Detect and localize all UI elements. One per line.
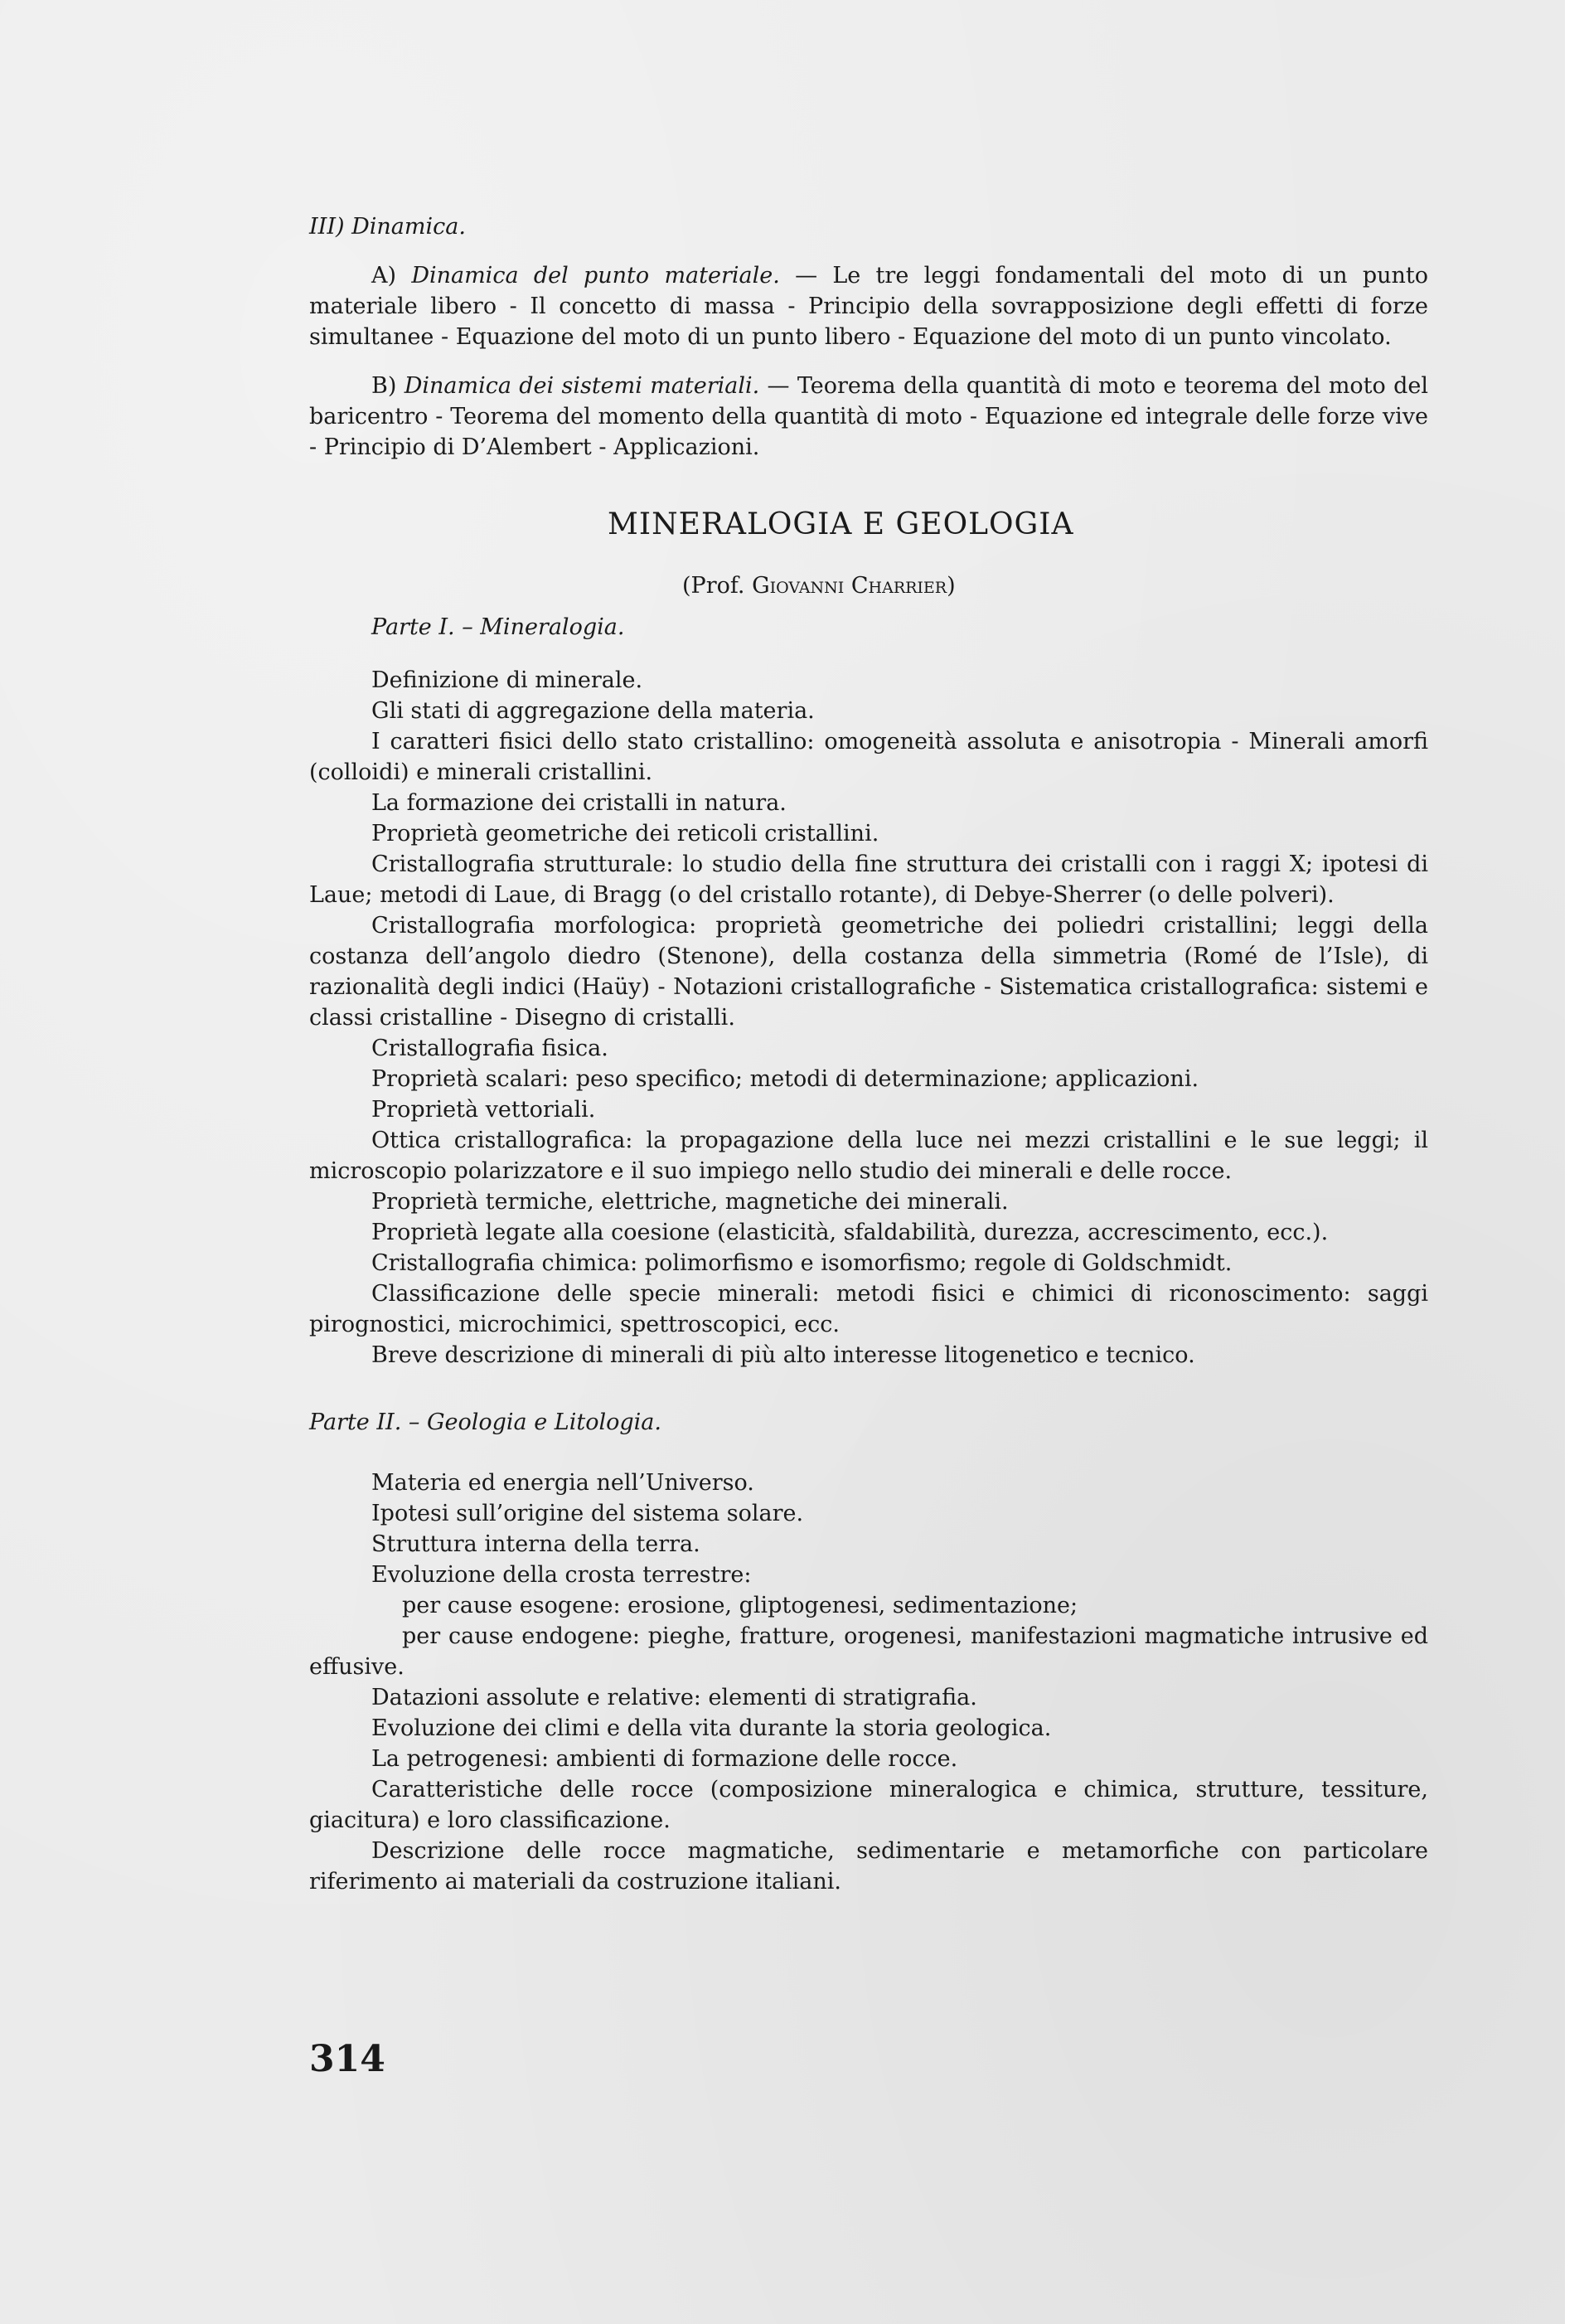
text-line: Ipotesi sull’origine del sistema solare.	[371, 1501, 804, 1526]
text-line: Caratteristiche delle rocce (composizione mineralogica e chimica, strutture, tessiture, giacitura) e loro classificazione.	[309, 1777, 1428, 1833]
paragraph-prefix: A)	[371, 263, 412, 289]
text-line: Cristallografia strutturale: lo studio della fine struttura dei cristalli con i raggi X; ipotesi di Laue; metodi di Laue, di Bragg (o del cristallo rotante), di Debye-Sherrer (o delle polveri).	[309, 851, 1428, 908]
text-line: Materia ed energia nell’Universo.	[371, 1470, 754, 1496]
part1-list	[309, 665, 1428, 1371]
professor-suffix: )	[947, 573, 956, 599]
text-line: La petrogenesi: ambienti di formazione delle rocce.	[371, 1746, 958, 1772]
part1-heading: Parte I. – Mineralogia.	[371, 614, 625, 640]
text-line: Proprietà scalari: peso specifico; metodi di determinazione; applicazioni.	[371, 1066, 1199, 1092]
part2-heading: Parte II. – Geologia e Litologia.	[309, 1409, 661, 1435]
professor-prefix: (Prof.	[682, 573, 753, 599]
text-line: Classificazione delle specie minerali: metodi fisici e chimici di riconoscimento: saggi pirognostici, microchimici, spettroscopici, ecc.	[309, 1281, 1428, 1337]
paragraph-dinamica-punto	[309, 260, 1428, 352]
text-line: Gli stati di aggregazione della materia.	[371, 698, 815, 724]
professor-name: Giovanni Charrier	[752, 573, 947, 599]
paragraph-prefix: B)	[371, 373, 405, 399]
text-line: per cause endogene: pieghe, fratture, orogenesi, manifestazioni magmatiche intrusive ed effusive.	[309, 1623, 1428, 1680]
text-line: Breve descrizione di minerali di più alto interesse litogenetico e tecnico.	[371, 1342, 1195, 1368]
text-line: Proprietà termiche, elettriche, magnetiche dei minerali.	[371, 1189, 1009, 1215]
text-line: Proprietà vettoriali.	[371, 1097, 596, 1123]
part2-list	[309, 1468, 1428, 1897]
text-line: Cristallografia fisica.	[371, 1036, 608, 1061]
page-body	[309, 211, 1428, 1897]
text-line: I caratteri fisici dello stato cristallino: omogeneità assoluta e anisotropia - Minerali amorfi (colloidi) e minerali cristallini.	[309, 729, 1428, 785]
paragraph-text: — Le tre leggi fondamentali del moto di un punto materiale libero - Il concetto di massa - Principio della sovrapposizione degli effetti di forze simultanee - Equazione del moto di un punto libero - Equazione del moto di un punto vincolato.	[309, 263, 1428, 350]
text-line: Evoluzione della crosta terrestre:	[371, 1562, 752, 1588]
text-line: per cause esogene: erosione, gliptogenesi, sedimentazione;	[402, 1593, 1078, 1618]
page-number: 314	[309, 2038, 385, 2080]
paragraph-title: Dinamica del punto materiale.	[411, 263, 780, 289]
section-heading: III) Dinamica.	[309, 214, 466, 240]
course-title: MINERALOGIA E GEOLOGIA	[608, 507, 1074, 541]
text-line: Proprietà geometriche dei reticoli cristallini.	[371, 821, 879, 847]
text-line: Evoluzione dei climi e della vita durante la storia geologica.	[371, 1715, 1052, 1741]
text-line: Proprietà legate alla coesione (elasticità, sfaldabilità, durezza, accrescimento, ecc.).	[371, 1220, 1329, 1245]
paragraph-text: — Teorema della quantità di moto e teorema del moto del baricentro - Teorema del momento della quantità di moto - Equazione ed integrale delle forze vive - Principio di D’Alembert - Applicazioni.	[309, 373, 1428, 460]
text-line: Struttura interna della terra.	[371, 1531, 700, 1557]
text-line: Datazioni assolute e relative: elementi di stratigrafia.	[371, 1685, 977, 1710]
text-line: Cristallografia morfologica: proprietà geometriche dei poliedri cristallini; leggi della costanza dell’angolo diedro (Stenone), della costanza della simmetria (Romé de l’Isle), di razionalità degli indici (Haüy) - Notazioni cristallografiche - Sistematica cristallografica: sistemi e classi cristalline - Disegno di cristalli.	[309, 913, 1428, 1031]
text-line: Definizione di minerale.	[371, 667, 643, 693]
paragraph-title: Dinamica dei sistemi materiali.	[404, 373, 760, 399]
text-line: La formazione dei cristalli in natura.	[371, 790, 787, 816]
text-line: Ottica cristallografica: la propagazione della luce nei mezzi cristallini e le sue leggi; il microscopio polarizzatore e il suo impiego nello studio dei minerali e delle rocce.	[309, 1128, 1428, 1184]
course-title-block	[309, 509, 1428, 647]
paragraph-dinamica-sistemi	[309, 371, 1428, 463]
text-line: Cristallografia chimica: polimorfismo e isomorfismo; regole di Goldschmidt.	[371, 1250, 1233, 1276]
professor-line	[682, 570, 956, 601]
text-line: Descrizione delle rocce magmatiche, sedimentarie e metamorfiche con particolare riferimento ai materiali da costruzione italiani.	[309, 1838, 1428, 1895]
